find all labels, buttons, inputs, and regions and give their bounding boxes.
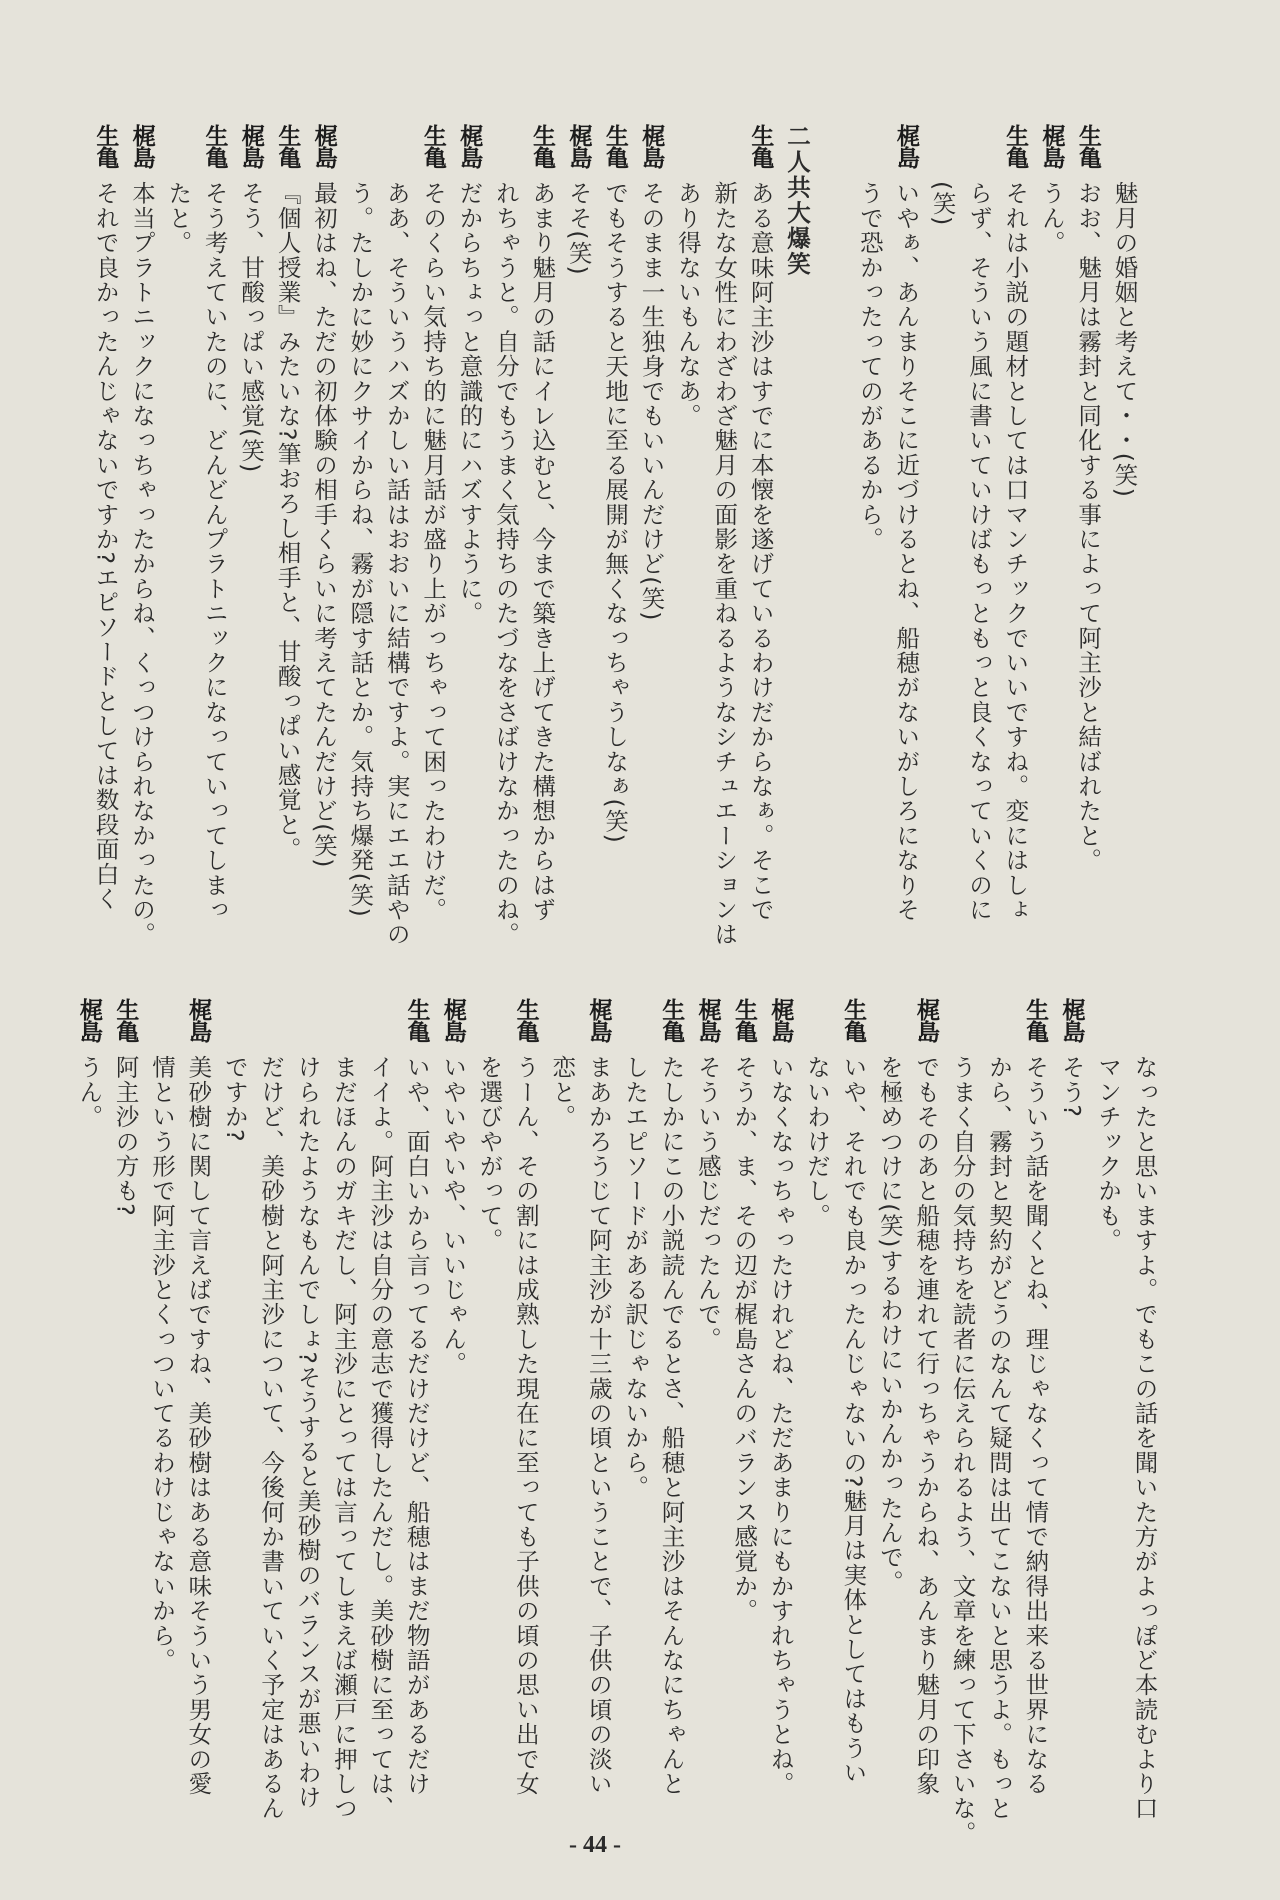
dialogue-text: うん。	[75, 1055, 104, 1130]
dialogue-text: から、霧封と契約がどうのなんて疑問は出てこないと思うよ。もっと	[984, 1055, 1013, 1821]
speaker-label: 生亀	[1074, 124, 1101, 168]
dialogue-text: そのまま一生独身でもいいんだけど(笑)	[637, 181, 666, 622]
dialogue-line	[232, 124, 268, 947]
dialogue-text: そのくらい気持ち的に魅月話が盛り上がっちゃって困ったわけだ。	[419, 181, 448, 922]
speaker-label: 梶島	[565, 124, 592, 168]
speaker-label: 生亀	[92, 124, 119, 168]
dialogue-line	[944, 998, 980, 1845]
dialogue-line	[143, 998, 179, 1845]
dialogue-text: そう?	[1057, 1055, 1086, 1119]
speaker-label: 生亀	[1002, 124, 1029, 168]
dialogue-text: いや、面白いから言ってるだけだけど、船穂はまだ物語があるだけ	[402, 1055, 431, 1796]
speaker-label: 生亀	[731, 998, 757, 1042]
dialogue-text: でもそのあと船穂を連れて行っちゃうからね、あんまり魅月の印象	[912, 1055, 941, 1796]
lower-dialogue-block	[70, 998, 1162, 1845]
dialogue-text: だけど、美砂樹と阿主沙について、今後何か書いていく予定はあるん	[257, 1055, 286, 1821]
speaker-label: 梶島	[310, 124, 337, 168]
dialogue-text: あまり魅月の話にイレ込むと、今まで築き上げてきた構想からはず	[528, 181, 557, 922]
dialogue-line	[378, 124, 414, 947]
dialogue-line	[451, 124, 487, 947]
dialogue-text: 阿主沙の方も?	[111, 1055, 140, 1217]
dialogue-line	[269, 124, 305, 947]
dialogue-line	[798, 998, 834, 1845]
dialogue-text: そう考えていたのに、どんどんプラトニックになっていってしまっ	[200, 181, 229, 922]
dialogue-text: いやいやいや、いいじゃん。	[439, 1055, 468, 1377]
dialogue-text: まあかろうじて阿主沙が十三歳の頃ということで、子供の頃の淡い	[584, 1055, 613, 1796]
speaker-label: 梶島	[585, 998, 612, 1042]
dialogue-text: 魅月の婚姻と考えて・・(笑)	[1110, 181, 1139, 499]
dialogue-line	[1126, 998, 1162, 1845]
dialogue-line	[325, 998, 361, 1845]
dialogue-text: 恋と。	[548, 1055, 577, 1130]
dialogue-text: を選びやがって。	[475, 1055, 504, 1253]
speaker-label: 梶島	[892, 124, 919, 168]
dialogue-line	[507, 998, 543, 1845]
dialogue-line	[87, 124, 123, 947]
speaker-label: 生亀	[512, 998, 539, 1042]
dialogue-line	[414, 124, 450, 947]
speaker-label: 梶島	[694, 998, 721, 1042]
dialogue-text: ある意味阿主沙はすでに本懐を遂げているわけだからなぁ。そこで	[746, 181, 775, 922]
dialogue-text: そういう話を聞くとね、理じゃなくって情で納得出来る世界になる	[1021, 1055, 1050, 1796]
dialogue-text: まだほんのガキだし、阿主沙にとっては言ってしまえば瀬戸に押しつ	[329, 1055, 358, 1821]
dialogue-text: いなくなっちゃったけれどね、ただあまりにもかすれちゃうとね。	[766, 1055, 795, 1796]
speaker-label: 梶島	[912, 998, 939, 1042]
dialogue-line	[543, 998, 579, 1845]
speaker-label: 生亀	[1022, 998, 1049, 1042]
dialogue-line	[179, 998, 215, 1845]
dialogue-line	[252, 998, 288, 1845]
dialogue-line	[1033, 124, 1069, 947]
dialogue-line	[305, 124, 341, 947]
dialogue-text: いや、それでも良かったんじゃないの?魅月は実体としてはもうい	[839, 1055, 868, 1785]
dialogue-line	[107, 998, 143, 1845]
dialogue-text: それで良かったんじゃないですか?エピソードとしては数段面白く	[91, 181, 120, 911]
dialogue-text: れちゃうと。自分でもうまく気持ちのたづなをさばけなかったのね。	[491, 181, 520, 947]
dialogue-text: う。たしかに妙にクサイからね、霧が隠す話とか。気持ち爆発(笑)	[346, 181, 375, 919]
dialogue-text: たと。	[164, 181, 193, 256]
dialogue-text: ああ、そういうハズかしい話はおおいに結構ですよ。実にエエ話やの	[382, 181, 411, 947]
dialogue-line	[705, 124, 741, 947]
dialogue-text: 最初はね、ただの初体験の相手くらいに考えてたんだけど(笑)	[309, 181, 338, 869]
speaker-label: 生亀	[840, 998, 867, 1042]
dialogue-text: うん。	[1037, 181, 1066, 256]
dialogue-line	[996, 124, 1032, 947]
dialogue-text: を極めつけに(笑)するわけにいかんかったんで。	[875, 1055, 904, 1595]
dialogue-text: ですか?	[220, 1055, 249, 1143]
speaker-label: 生亀	[658, 998, 685, 1042]
dialogue-line	[70, 998, 106, 1845]
dialogue-line	[887, 124, 923, 947]
dialogue-line	[762, 998, 798, 1845]
dialogue-line	[123, 124, 159, 947]
speaker-label: 梶島	[638, 124, 665, 168]
dialogue-text: けられたようなもんでしょ?そうすると美砂樹のバランスが悪いわけ	[293, 1055, 322, 1810]
dialogue-text: そう、甘酸っぱい感覚(笑)	[237, 181, 266, 474]
dialogue-line	[159, 124, 195, 947]
dialogue-line	[814, 124, 850, 947]
speaker-label: 梶島	[1058, 998, 1085, 1042]
dialogue-text: らず、そういう風に書いていけばもっともっと良くなっていくのに	[964, 181, 993, 922]
dialogue-line	[616, 998, 652, 1845]
dialogue-line	[596, 124, 632, 947]
heading-text: 二人共大爆笑	[783, 124, 812, 277]
dialogue-text: 『個人授業』みたいな?筆おろし相手と、甘酸っぱい感覚と。	[273, 181, 302, 862]
speaker-label: 生亀	[419, 124, 446, 168]
dialogue-line	[871, 998, 907, 1845]
section-heading	[778, 124, 814, 947]
dialogue-line	[1053, 998, 1089, 1845]
dialogue-text: なったと思いますよ。でもこの話を聞いた方がよっぽど本読むより口	[1130, 1055, 1159, 1821]
dialogue-line	[361, 998, 397, 1845]
dialogue-text: そそ(笑)	[564, 181, 593, 276]
speaker-label: 梶島	[237, 124, 264, 168]
dialogue-text: マンチックかも。	[1094, 1055, 1123, 1253]
dialogue-line	[834, 998, 870, 1845]
dialogue-line	[523, 124, 559, 947]
dialogue-line	[1016, 998, 1052, 1845]
upper-dialogue-block	[87, 124, 1142, 947]
dialogue-line	[398, 998, 434, 1845]
speaker-label: 梶島	[75, 998, 102, 1042]
dialogue-text: いやぁ、あんまりそこに近づけるとね、船穂がないがしろになりそ	[892, 181, 921, 922]
speaker-label: 生亀	[403, 998, 430, 1042]
dialogue-line	[633, 124, 669, 947]
speaker-label: 生亀	[747, 124, 774, 168]
dialogue-text: うーん、その割には成熟した現在に至っても子供の頃の思い出で女	[511, 1055, 540, 1796]
speaker-label: 梶島	[128, 124, 155, 168]
speaker-label: 生亀	[601, 124, 628, 168]
dialogue-text: そうか、ま、その辺が梶島さんのバランス感覚か。	[730, 1055, 759, 1624]
dialogue-line	[196, 124, 232, 947]
dialogue-text: たしかにこの小説読んでるとさ、船穂と阿主沙はそんなにちゃんと	[657, 1055, 686, 1796]
dialogue-text: イイよ。阿主沙は自分の意志で獲得したんだし。美砂樹に至っては、	[366, 1055, 395, 1821]
dialogue-line	[653, 998, 689, 1845]
speaker-label: 生亀	[529, 124, 556, 168]
speaker-label: 梶島	[767, 998, 794, 1042]
dialogue-line	[851, 124, 887, 947]
dialogue-text: 美砂樹に関して言えばですね、美砂樹はある意味そういう男女の愛	[184, 1055, 213, 1796]
dialogue-line	[960, 124, 996, 947]
speaker-label: 梶島	[439, 998, 466, 1042]
dialogue-line	[980, 998, 1016, 1845]
dialogue-line	[1106, 124, 1142, 947]
speaker-label: 梶島	[1038, 124, 1065, 168]
dialogue-line	[689, 998, 725, 1845]
dialogue-text: うまく自分の気持ちを読者に伝えられるよう、文章を練って下さいな。	[948, 1055, 977, 1846]
dialogue-line	[924, 124, 960, 947]
dialogue-line	[471, 998, 507, 1845]
dialogue-text: おお、魅月は霧封と同化する事によって阿主沙と結ばれたと。	[1074, 181, 1103, 873]
dialogue-text: それは小説の題材としては口マンチックでいいですね。変にはしょ	[1001, 181, 1030, 922]
dialogue-line	[725, 998, 761, 1845]
dialogue-line	[487, 124, 523, 947]
dialogue-text: 本当プラトニックになっちゃったからね、くっつけられなかったの。	[128, 181, 156, 947]
speaker-label: 生亀	[201, 124, 228, 168]
page-number: - 44 -	[569, 1832, 621, 1858]
dialogue-text: あり得ないもんなあ。	[673, 181, 702, 428]
speaker-label: 梶島	[456, 124, 483, 168]
dialogue-text: したエピソードがある訳じゃないから。	[621, 1055, 650, 1500]
dialogue-text: 情という形で阿主沙とくっついてるわけじゃないから。	[148, 1055, 176, 1673]
speaker-label: 生亀	[274, 124, 301, 168]
dialogue-line	[742, 124, 778, 947]
dialogue-text: だからちょっと意識的にハズすように。	[455, 181, 484, 626]
speaker-label: 梶島	[185, 998, 212, 1042]
dialogue-text: うで恐かったってのがあるから。	[855, 181, 884, 552]
dialogue-text: (笑)	[928, 181, 957, 227]
dialogue-text: でもそうすると天地に至る展開が無くなっちゃうしなぁ(笑)	[601, 181, 630, 844]
dialogue-line	[341, 124, 377, 947]
dialogue-line	[216, 998, 252, 1845]
dialogue-line	[580, 998, 616, 1845]
dialogue-line	[289, 998, 325, 1845]
dialogue-text: そういう感じだったんで。	[693, 1055, 722, 1352]
dialogue-line	[434, 998, 470, 1845]
dialogue-text: ないわけだし。	[803, 1055, 832, 1228]
dialogue-line	[907, 998, 943, 1845]
dialogue-line	[1089, 998, 1125, 1845]
dialogue-line	[560, 124, 596, 947]
dialogue-line	[669, 124, 705, 947]
dialogue-line	[1069, 124, 1105, 947]
dialogue-text: 新たな女性にわざわざ魅月の面影を重ねるようなシチュエーションは	[710, 181, 739, 947]
speaker-label: 生亀	[112, 998, 139, 1042]
